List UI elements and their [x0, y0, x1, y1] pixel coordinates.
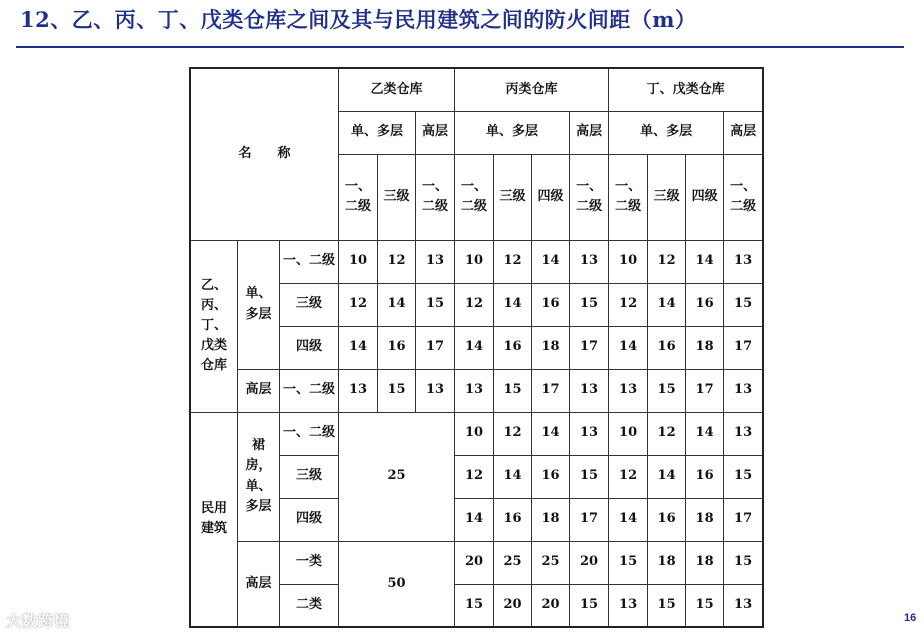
table-cell: 17: [532, 369, 570, 412]
table-cell: 20: [494, 584, 532, 627]
table-cell: 13: [724, 584, 764, 627]
table-cell: 14: [686, 240, 724, 283]
table-cell: 13: [724, 240, 764, 283]
table-cell: 15: [494, 369, 532, 412]
subgroup-header: 单、多层: [339, 111, 416, 154]
table-cell: 10: [455, 240, 494, 283]
grade-header: 四级: [686, 154, 724, 240]
table-cell: 13: [570, 369, 609, 412]
table-cell: 20: [570, 541, 609, 584]
table-cell: 13: [724, 412, 764, 455]
grade-header: 一、二级: [570, 154, 609, 240]
table-cell: 15: [724, 455, 764, 498]
group-header: 乙类仓库: [339, 68, 455, 111]
table-cell: 18: [686, 541, 724, 584]
table-cell: 13: [570, 412, 609, 455]
row-subsection-label: 单、多层: [238, 240, 280, 369]
table-cell: 15: [455, 584, 494, 627]
merged-value-cell: 50: [339, 541, 455, 627]
page-number: 16: [904, 612, 917, 624]
table-cell: 17: [724, 326, 764, 369]
row-subsection-label: 高层: [238, 369, 280, 412]
grade-header: 一、二级: [609, 154, 648, 240]
fire-spacing-table: [189, 67, 764, 628]
table-cell: 17: [686, 369, 724, 412]
table-row: [190, 240, 763, 283]
table-cell: 18: [532, 326, 570, 369]
subgroup-header: 高层: [724, 111, 764, 154]
table-cell: 12: [455, 283, 494, 326]
table-row: [190, 412, 763, 455]
row-grade-label: 一、二级: [280, 369, 339, 412]
grade-header: 三级: [378, 154, 416, 240]
table-cell: 15: [648, 584, 686, 627]
table-cell: 14: [339, 326, 378, 369]
table-cell: 17: [570, 498, 609, 541]
table-cell: 13: [339, 369, 378, 412]
row-grade-label: 四级: [280, 498, 339, 541]
table-cell: 14: [494, 455, 532, 498]
table-cell: 16: [686, 283, 724, 326]
grade-header: 一、二级: [339, 154, 378, 240]
table-cell: 12: [494, 412, 532, 455]
table-cell: 16: [648, 498, 686, 541]
subgroup-header: 单、多层: [455, 111, 570, 154]
grade-header: 一、二级: [455, 154, 494, 240]
table-cell: 12: [648, 412, 686, 455]
table-cell: 15: [648, 369, 686, 412]
row-section-label: 民用建筑: [190, 412, 238, 627]
table-cell: 18: [686, 326, 724, 369]
table-cell: 14: [494, 283, 532, 326]
table-cell: 16: [532, 283, 570, 326]
grade-header: 三级: [648, 154, 686, 240]
row-grade-label: 四级: [280, 326, 339, 369]
row-grade-label: 一类: [280, 541, 339, 584]
table-cell: 15: [724, 283, 764, 326]
table-cell: 15: [724, 541, 764, 584]
table-cell: 17: [570, 326, 609, 369]
grade-header: 三级: [494, 154, 532, 240]
table-cell: 16: [494, 326, 532, 369]
name-header: 名 称: [190, 68, 339, 240]
subgroup-header: 高层: [416, 111, 455, 154]
table-cell: 12: [378, 240, 416, 283]
table-cell: 14: [648, 455, 686, 498]
subgroup-header: 高层: [570, 111, 609, 154]
table-cell: 18: [686, 498, 724, 541]
table-cell: 17: [416, 326, 455, 369]
table-cell: 16: [532, 455, 570, 498]
grade-header: 一、二级: [724, 154, 764, 240]
table-cell: 12: [609, 455, 648, 498]
table-cell: 13: [416, 240, 455, 283]
row-grade-label: 三级: [280, 283, 339, 326]
table-cell: 20: [455, 541, 494, 584]
table-cell: 16: [494, 498, 532, 541]
table-cell: 10: [609, 240, 648, 283]
fire-spacing-table-container: [189, 67, 764, 628]
table-cell: 15: [378, 369, 416, 412]
merged-value-cell: 25: [339, 412, 455, 541]
table-cell: 14: [648, 283, 686, 326]
table-cell: 14: [455, 326, 494, 369]
table-cell: 14: [455, 498, 494, 541]
table-cell: 12: [494, 240, 532, 283]
table-cell: 18: [532, 498, 570, 541]
table-cell: 14: [532, 240, 570, 283]
row-grade-label: 一、二级: [280, 412, 339, 455]
table-cell: 14: [378, 283, 416, 326]
row-subsection-label: 高层: [238, 541, 280, 627]
table-cell: 14: [532, 412, 570, 455]
table-cell: 15: [416, 283, 455, 326]
table-cell: 14: [686, 412, 724, 455]
table-cell: 25: [532, 541, 570, 584]
table-cell: 14: [609, 498, 648, 541]
row-grade-label: 二类: [280, 584, 339, 627]
table-cell: 15: [609, 541, 648, 584]
row-section-label: 乙、丙、丁、戊类仓库: [190, 240, 238, 412]
table-cell: 20: [532, 584, 570, 627]
table-cell: 14: [609, 326, 648, 369]
group-header: 丁、戊类仓库: [609, 68, 764, 111]
group-header: 丙类仓库: [455, 68, 609, 111]
subgroup-header: 单、多层: [609, 111, 724, 154]
watermark: 大数跨境: [6, 612, 71, 630]
table-row: [190, 541, 763, 584]
table-row: [190, 369, 763, 412]
row-grade-label: 三级: [280, 455, 339, 498]
table-cell: 13: [455, 369, 494, 412]
table-cell: 15: [570, 283, 609, 326]
table-cell: 15: [570, 455, 609, 498]
table-cell: 10: [339, 240, 378, 283]
table-cell: 12: [339, 283, 378, 326]
table-cell: 13: [724, 369, 764, 412]
grade-header: 四级: [532, 154, 570, 240]
table-cell: 16: [648, 326, 686, 369]
table-cell: 13: [570, 240, 609, 283]
table-cell: 12: [609, 283, 648, 326]
table-cell: 10: [609, 412, 648, 455]
table-cell: 16: [378, 326, 416, 369]
table-cell: 13: [609, 369, 648, 412]
header-row-groups: [190, 68, 763, 111]
table-cell: 18: [648, 541, 686, 584]
table-cell: 25: [494, 541, 532, 584]
grade-header: 一、二级: [416, 154, 455, 240]
table-cell: 16: [686, 455, 724, 498]
table-cell: 12: [455, 455, 494, 498]
table-cell: 12: [648, 240, 686, 283]
table-cell: 13: [609, 584, 648, 627]
slide-title: 12、乙、丙、丁、戊类仓库之间及其与民用建筑之间的防火间距（m）: [20, 7, 697, 32]
table-cell: 15: [686, 584, 724, 627]
row-grade-label: 一、二级: [280, 240, 339, 283]
table-cell: 17: [724, 498, 764, 541]
table-cell: 10: [455, 412, 494, 455]
table-cell: 15: [570, 584, 609, 627]
table-cell: 13: [416, 369, 455, 412]
row-subsection-label: 裙房，单、多层: [238, 412, 280, 541]
title-divider: [16, 46, 904, 48]
